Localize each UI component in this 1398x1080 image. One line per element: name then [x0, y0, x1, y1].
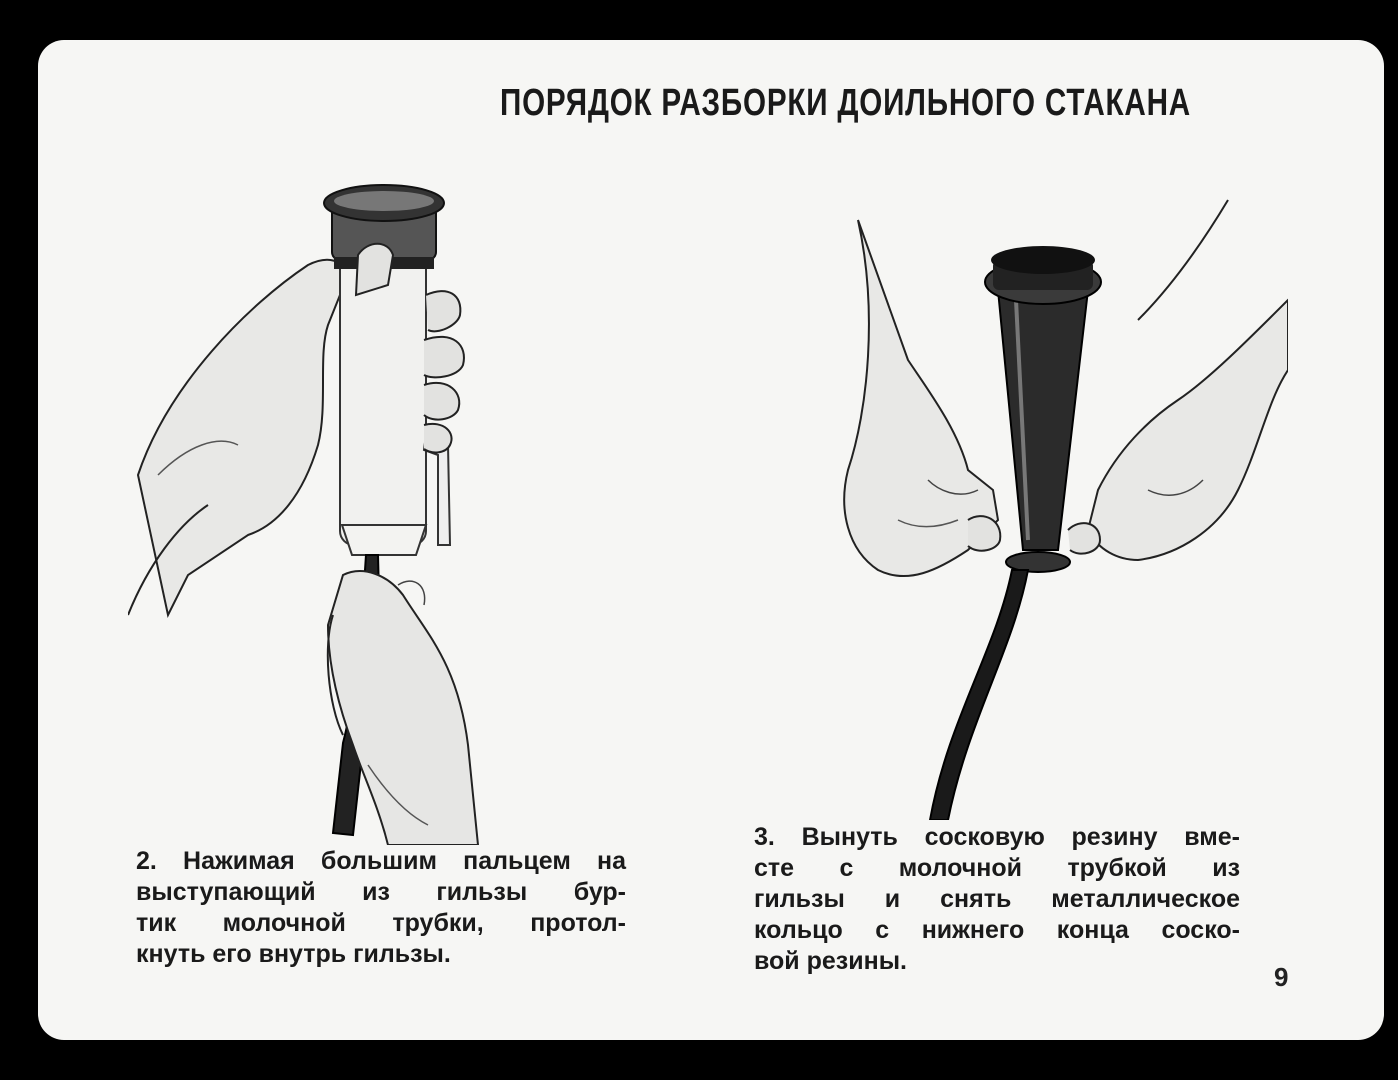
caption-step3-line: вой резины. [754, 947, 907, 975]
illustration-step3-removing-teat-rubber [818, 190, 1288, 820]
caption-step3-line: 3. Вынуть сосковую резину вме- [754, 823, 1240, 851]
caption-step3-line: гильзы и снять металлическое [754, 885, 1240, 913]
caption-step2-line: 2. Нажимая большим пальцем на [136, 847, 626, 875]
caption-step3-line: сте с молочной трубкой из [754, 854, 1240, 882]
slide [38, 40, 1384, 1040]
caption-step2-line: выступающий из гильзы бур- [136, 878, 626, 906]
page-number: 9 [1274, 962, 1289, 992]
caption-step3-line: кольцо с нижнего конца соско- [754, 916, 1240, 944]
caption-step2-line: кнуть его внутрь гильзы. [136, 940, 451, 968]
caption-step3 [754, 822, 1240, 977]
caption-step2-line: тик молочной трубки, протол- [136, 909, 626, 937]
caption-step2 [136, 846, 626, 970]
illustration-step2-hands-pushing-tube [128, 145, 548, 845]
slide-title: ПОРЯДОК РАЗБОРКИ ДОИЛЬНОГО СТАКАНА [500, 82, 1191, 124]
